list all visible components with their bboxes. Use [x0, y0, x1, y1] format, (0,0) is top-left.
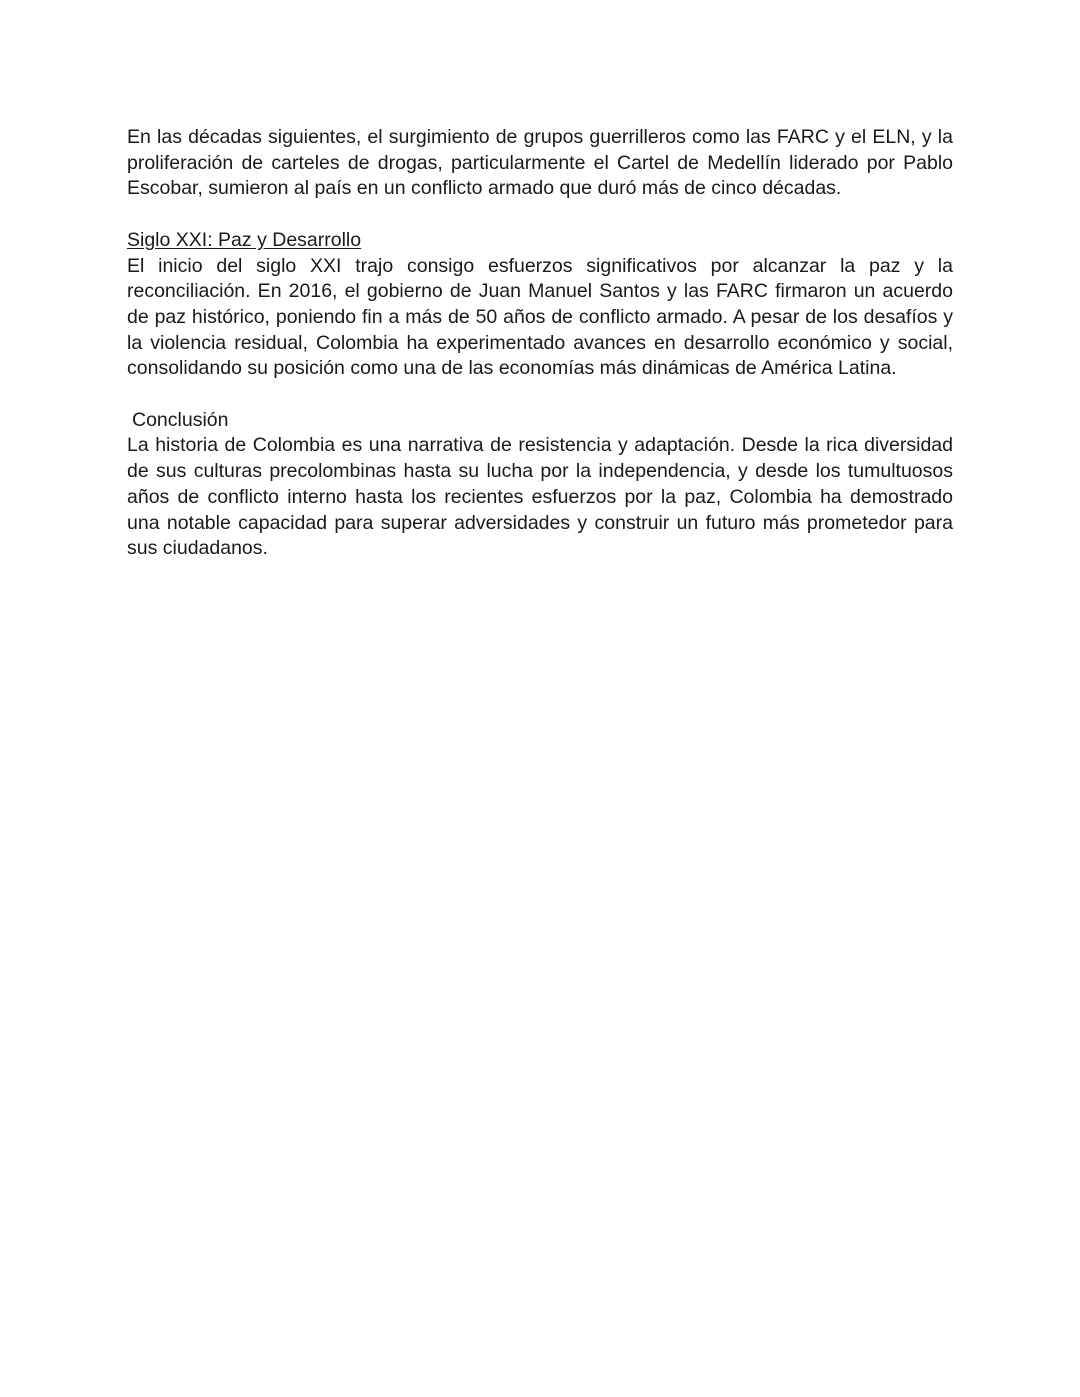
section-body-conclusion: La historia de Colombia es una narrativa de resistencia y adaptación. Desde la rica diversidad de sus culturas precolombinas hasta su lucha por la independencia, y desde los tumultuosos años de conflicto interno hasta los recientes esfuerzos por la paz, Colombia ha demostrado una notable capacidad para superar adversidades y construir un futuro más prometedor para sus ciudadanos.	[127, 434, 953, 560]
paragraph-spacer	[127, 202, 953, 228]
paragraph-spacer	[127, 382, 953, 408]
section-heading-conclusion: Conclusión	[132, 408, 229, 431]
section-heading-text: Siglo XXI: Paz y Desarrollo	[127, 228, 362, 251]
section-heading-siglo-xxi	[127, 228, 953, 254]
document-page	[127, 125, 953, 562]
section-body-siglo-xxi: El inicio del siglo XXI trajo consigo esfuerzos significativos por alcanzar la paz y la reconciliación. En 2016, el gobierno de Juan Manuel Santos y las FARC firmaron un acuerdo de paz histórico, poniendo fin a más de 50 años de conflicto armado. A pesar de los desafíos y la violencia residual, Colombia ha experimentado avances en desarrollo económico y social, consolidando su posición como una de las economías más dinámicas de América Latina.	[127, 254, 953, 380]
intro-paragraph: En las décadas siguientes, el surgimiento de grupos guerrilleros como las FARC y el ELN, y la proliferación de carteles de drogas, particularmente el Cartel de Medellín liderado por Pablo Escobar, sumieron al país en un conflicto armado que duró más de cinco décadas.	[127, 126, 953, 200]
